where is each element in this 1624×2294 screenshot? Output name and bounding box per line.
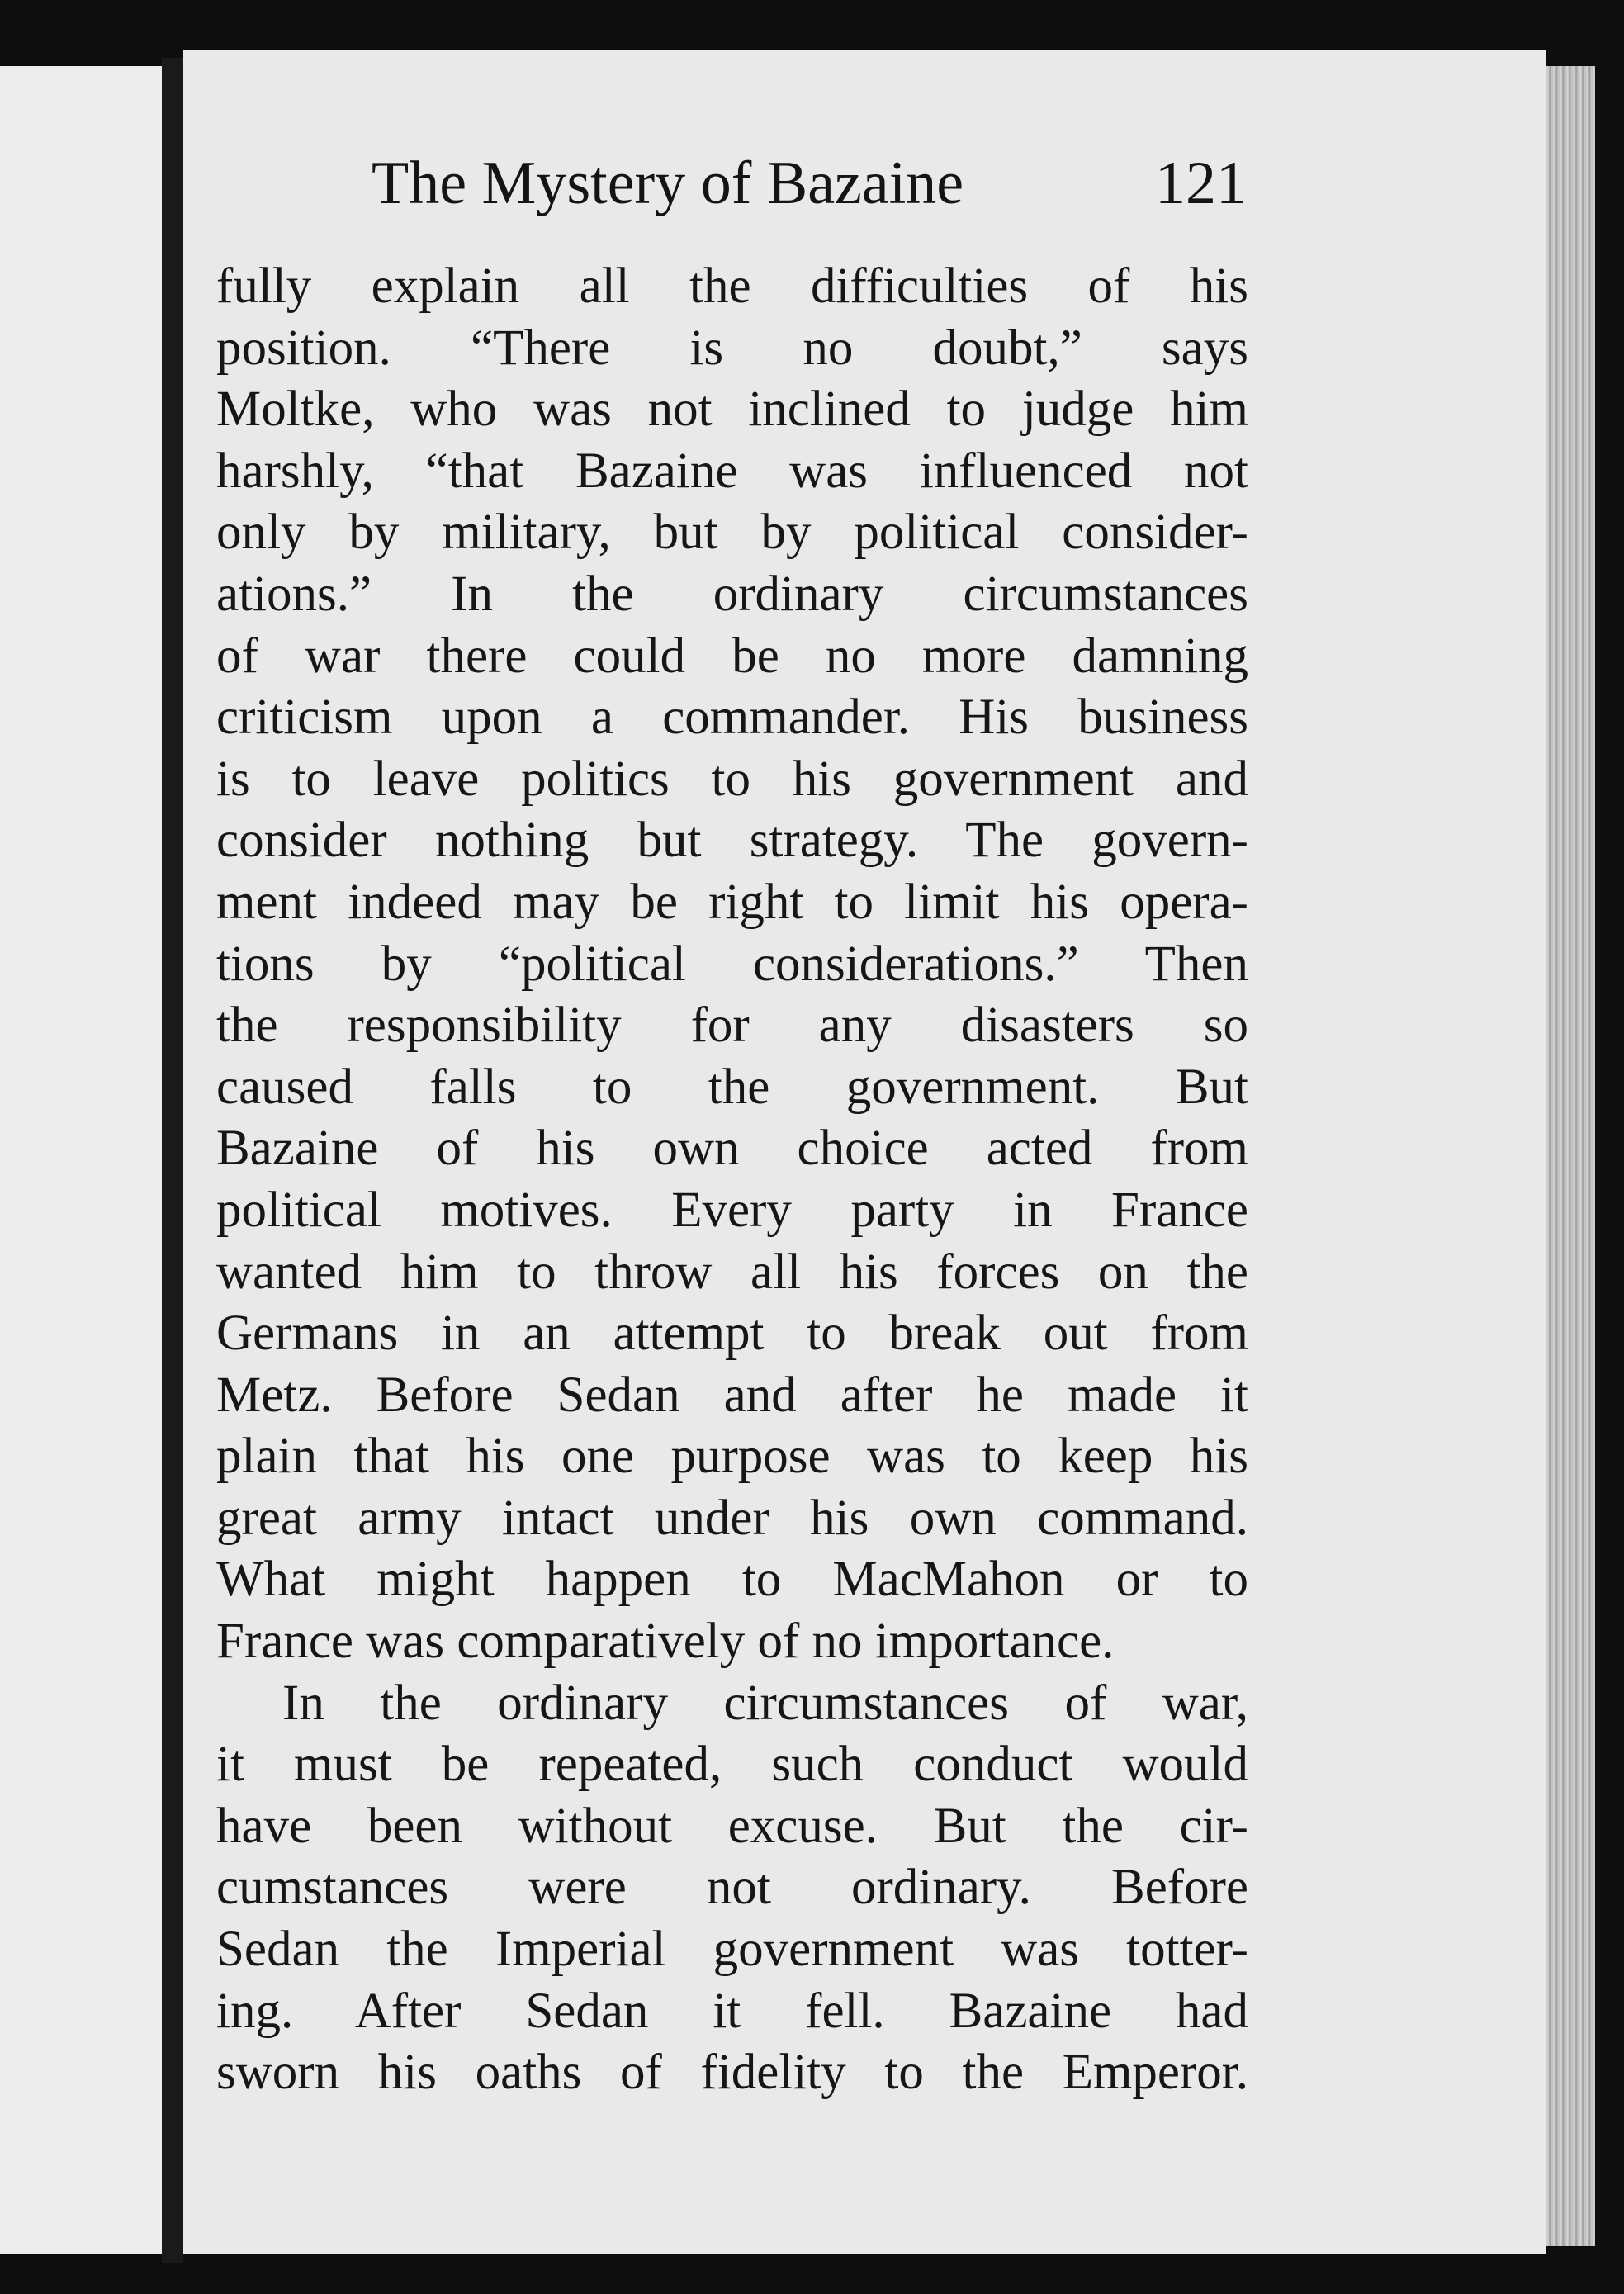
- text-line: caused falls to the government. But: [216, 1059, 1248, 1115]
- body-text: [216, 256, 1248, 2104]
- text-line: France was comparatively of no importance.: [216, 1614, 1115, 1670]
- text-line: great army intact under his own command.: [216, 1490, 1248, 1546]
- page-edges: [1546, 66, 1595, 2246]
- text-line: criticism upon a commander. His business: [216, 690, 1248, 746]
- paragraph-2: [216, 1673, 1248, 2104]
- text-line: wanted him to throw all his forces on the: [216, 1244, 1248, 1300]
- text-line: ing. After Sedan it fell. Bazaine had: [216, 1983, 1248, 2039]
- text-line: Sedan the Imperial government was totter-: [216, 1922, 1248, 1978]
- page-number: 121: [1155, 149, 1247, 217]
- text-line: of war there could be no more damning: [216, 628, 1248, 684]
- text-line: it must be repeated, such conduct would: [216, 1737, 1248, 1793]
- text-line: harshly, “that Bazaine was influenced not: [216, 443, 1248, 499]
- running-title: The Mystery of Bazaine: [372, 149, 964, 217]
- text-line: sworn his oaths of fidelity to the Emperor.: [216, 2045, 1248, 2101]
- text-line: Bazaine of his own choice acted from: [216, 1121, 1248, 1177]
- text-line: Moltke, who was not inclined to judge him: [216, 382, 1248, 438]
- text-line: cumstances were not ordinary. Before: [216, 1860, 1248, 1916]
- text-line: consider nothing but strategy. The govern-: [216, 813, 1248, 869]
- text-line: In the ordinary circumstances of war,: [282, 1675, 1248, 1731]
- text-line: ations.” In the ordinary circumstances: [216, 566, 1248, 622]
- text-line: Metz. Before Sedan and after he made it: [216, 1367, 1248, 1423]
- book-gutter: [162, 58, 183, 2263]
- running-head: [372, 149, 1247, 239]
- text-line: ment indeed may be right to limit his opera-: [216, 874, 1248, 930]
- text-line: position. “There is no doubt,” says: [216, 320, 1248, 376]
- text-line: the responsibility for any disasters so: [216, 998, 1248, 1054]
- text-line: is to leave politics to his government and: [216, 751, 1248, 807]
- text-line: have been without excuse. But the cir-: [216, 1798, 1248, 1854]
- text-line: plain that his one purpose was to keep his: [216, 1429, 1248, 1485]
- text-line: Germans in an attempt to break out from: [216, 1306, 1248, 1362]
- text-line: fully explain all the difficulties of his: [216, 258, 1248, 314]
- paragraph-1: [216, 256, 1248, 1673]
- text-line: tions by “political considerations.” Then: [216, 936, 1248, 992]
- text-line: What might happen to MacMahon or to: [216, 1552, 1248, 1608]
- text-line: only by military, but by political consider-: [216, 505, 1248, 561]
- facing-page-margin: [0, 66, 162, 2254]
- text-line: political motives. Every party in France: [216, 1182, 1248, 1238]
